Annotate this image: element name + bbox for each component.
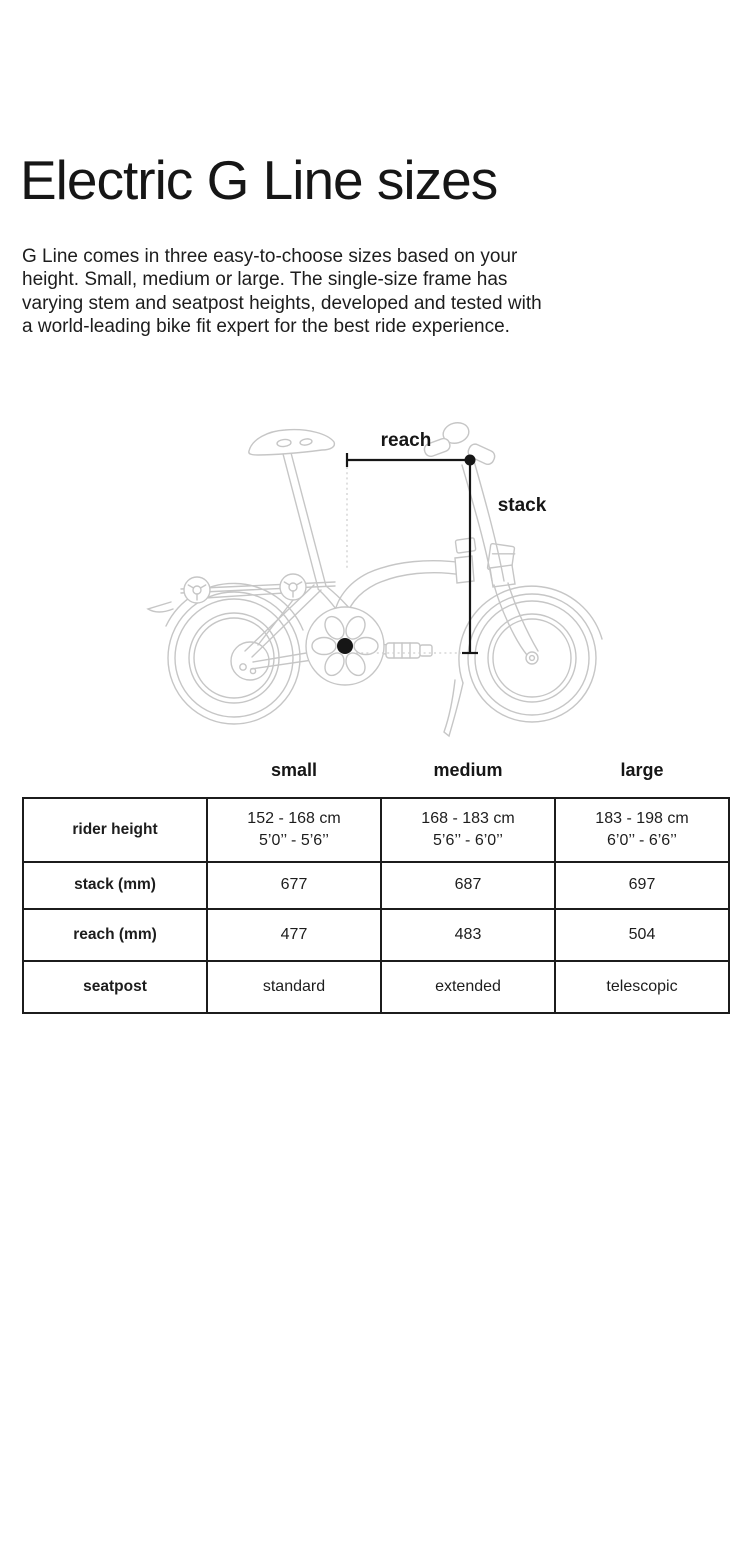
cell-seatpost-large: telescopic xyxy=(555,961,729,1013)
bike-diagram-illustration xyxy=(0,403,750,748)
description-line: varying stem and seatpost heights, developed and tested with xyxy=(22,292,542,314)
cell-stack-medium: 687 xyxy=(381,862,555,909)
cell-reach-large: 504 xyxy=(555,909,729,961)
page-title: Electric G Line sizes xyxy=(20,149,498,211)
column-header-large: large xyxy=(620,759,664,780)
row-label-seatpost: seatpost xyxy=(23,961,207,1013)
bike-line-art xyxy=(148,419,602,735)
row-label-rider-height: rider height xyxy=(23,798,207,862)
rider-height-medium-ft: 5’6’’ - 6’0’’ xyxy=(433,831,503,849)
table-row-seatpost xyxy=(23,961,729,1013)
bb-point xyxy=(337,638,353,654)
page-description xyxy=(22,245,750,339)
cell-reach-small: 477 xyxy=(207,909,381,961)
description-line: G Line comes in three easy-to-choose sizes based on your xyxy=(22,245,518,267)
cell-stack-large: 697 xyxy=(555,862,729,909)
stack-label: stack xyxy=(497,494,547,516)
column-header-blank xyxy=(23,760,207,798)
cell-seatpost-medium: extended xyxy=(381,961,555,1013)
row-label-reach: reach (mm) xyxy=(23,909,207,961)
cell-rider-height-medium xyxy=(381,798,555,862)
size-table-header-row xyxy=(23,760,729,798)
column-header-medium: medium xyxy=(433,759,503,780)
table-row-reach xyxy=(23,909,729,961)
rider-height-small-ft: 5’0’’ - 5’6’’ xyxy=(259,831,329,849)
bike-geometry-diagram xyxy=(0,403,750,748)
size-table xyxy=(22,760,730,1014)
cell-rider-height-small xyxy=(207,798,381,862)
description-line: a world-leading bike fit expert for the best ride experience. xyxy=(22,316,510,337)
cell-reach-medium: 483 xyxy=(381,909,555,961)
sizes-page xyxy=(0,150,750,1014)
reach-label: reach xyxy=(380,429,432,451)
rider-height-medium-cm: 168 - 183 cm xyxy=(421,809,515,827)
rider-height-small-cm: 152 - 168 cm xyxy=(247,809,341,827)
row-label-stack: stack (mm) xyxy=(23,862,207,909)
description-line: height. Small, medium or large. The single-size frame has xyxy=(22,269,508,290)
cell-seatpost-small: standard xyxy=(207,961,381,1013)
rider-height-large-ft: 6’0’’ - 6’6’’ xyxy=(607,831,677,849)
cell-rider-height-large xyxy=(555,798,729,862)
column-header-small: small xyxy=(270,759,318,780)
cell-stack-small: 677 xyxy=(207,862,381,909)
table-row-stack xyxy=(23,862,729,909)
rider-height-large-cm: 183 - 198 cm xyxy=(595,809,689,827)
table-row-rider-height xyxy=(23,798,729,862)
stack-reach-point xyxy=(465,454,476,465)
